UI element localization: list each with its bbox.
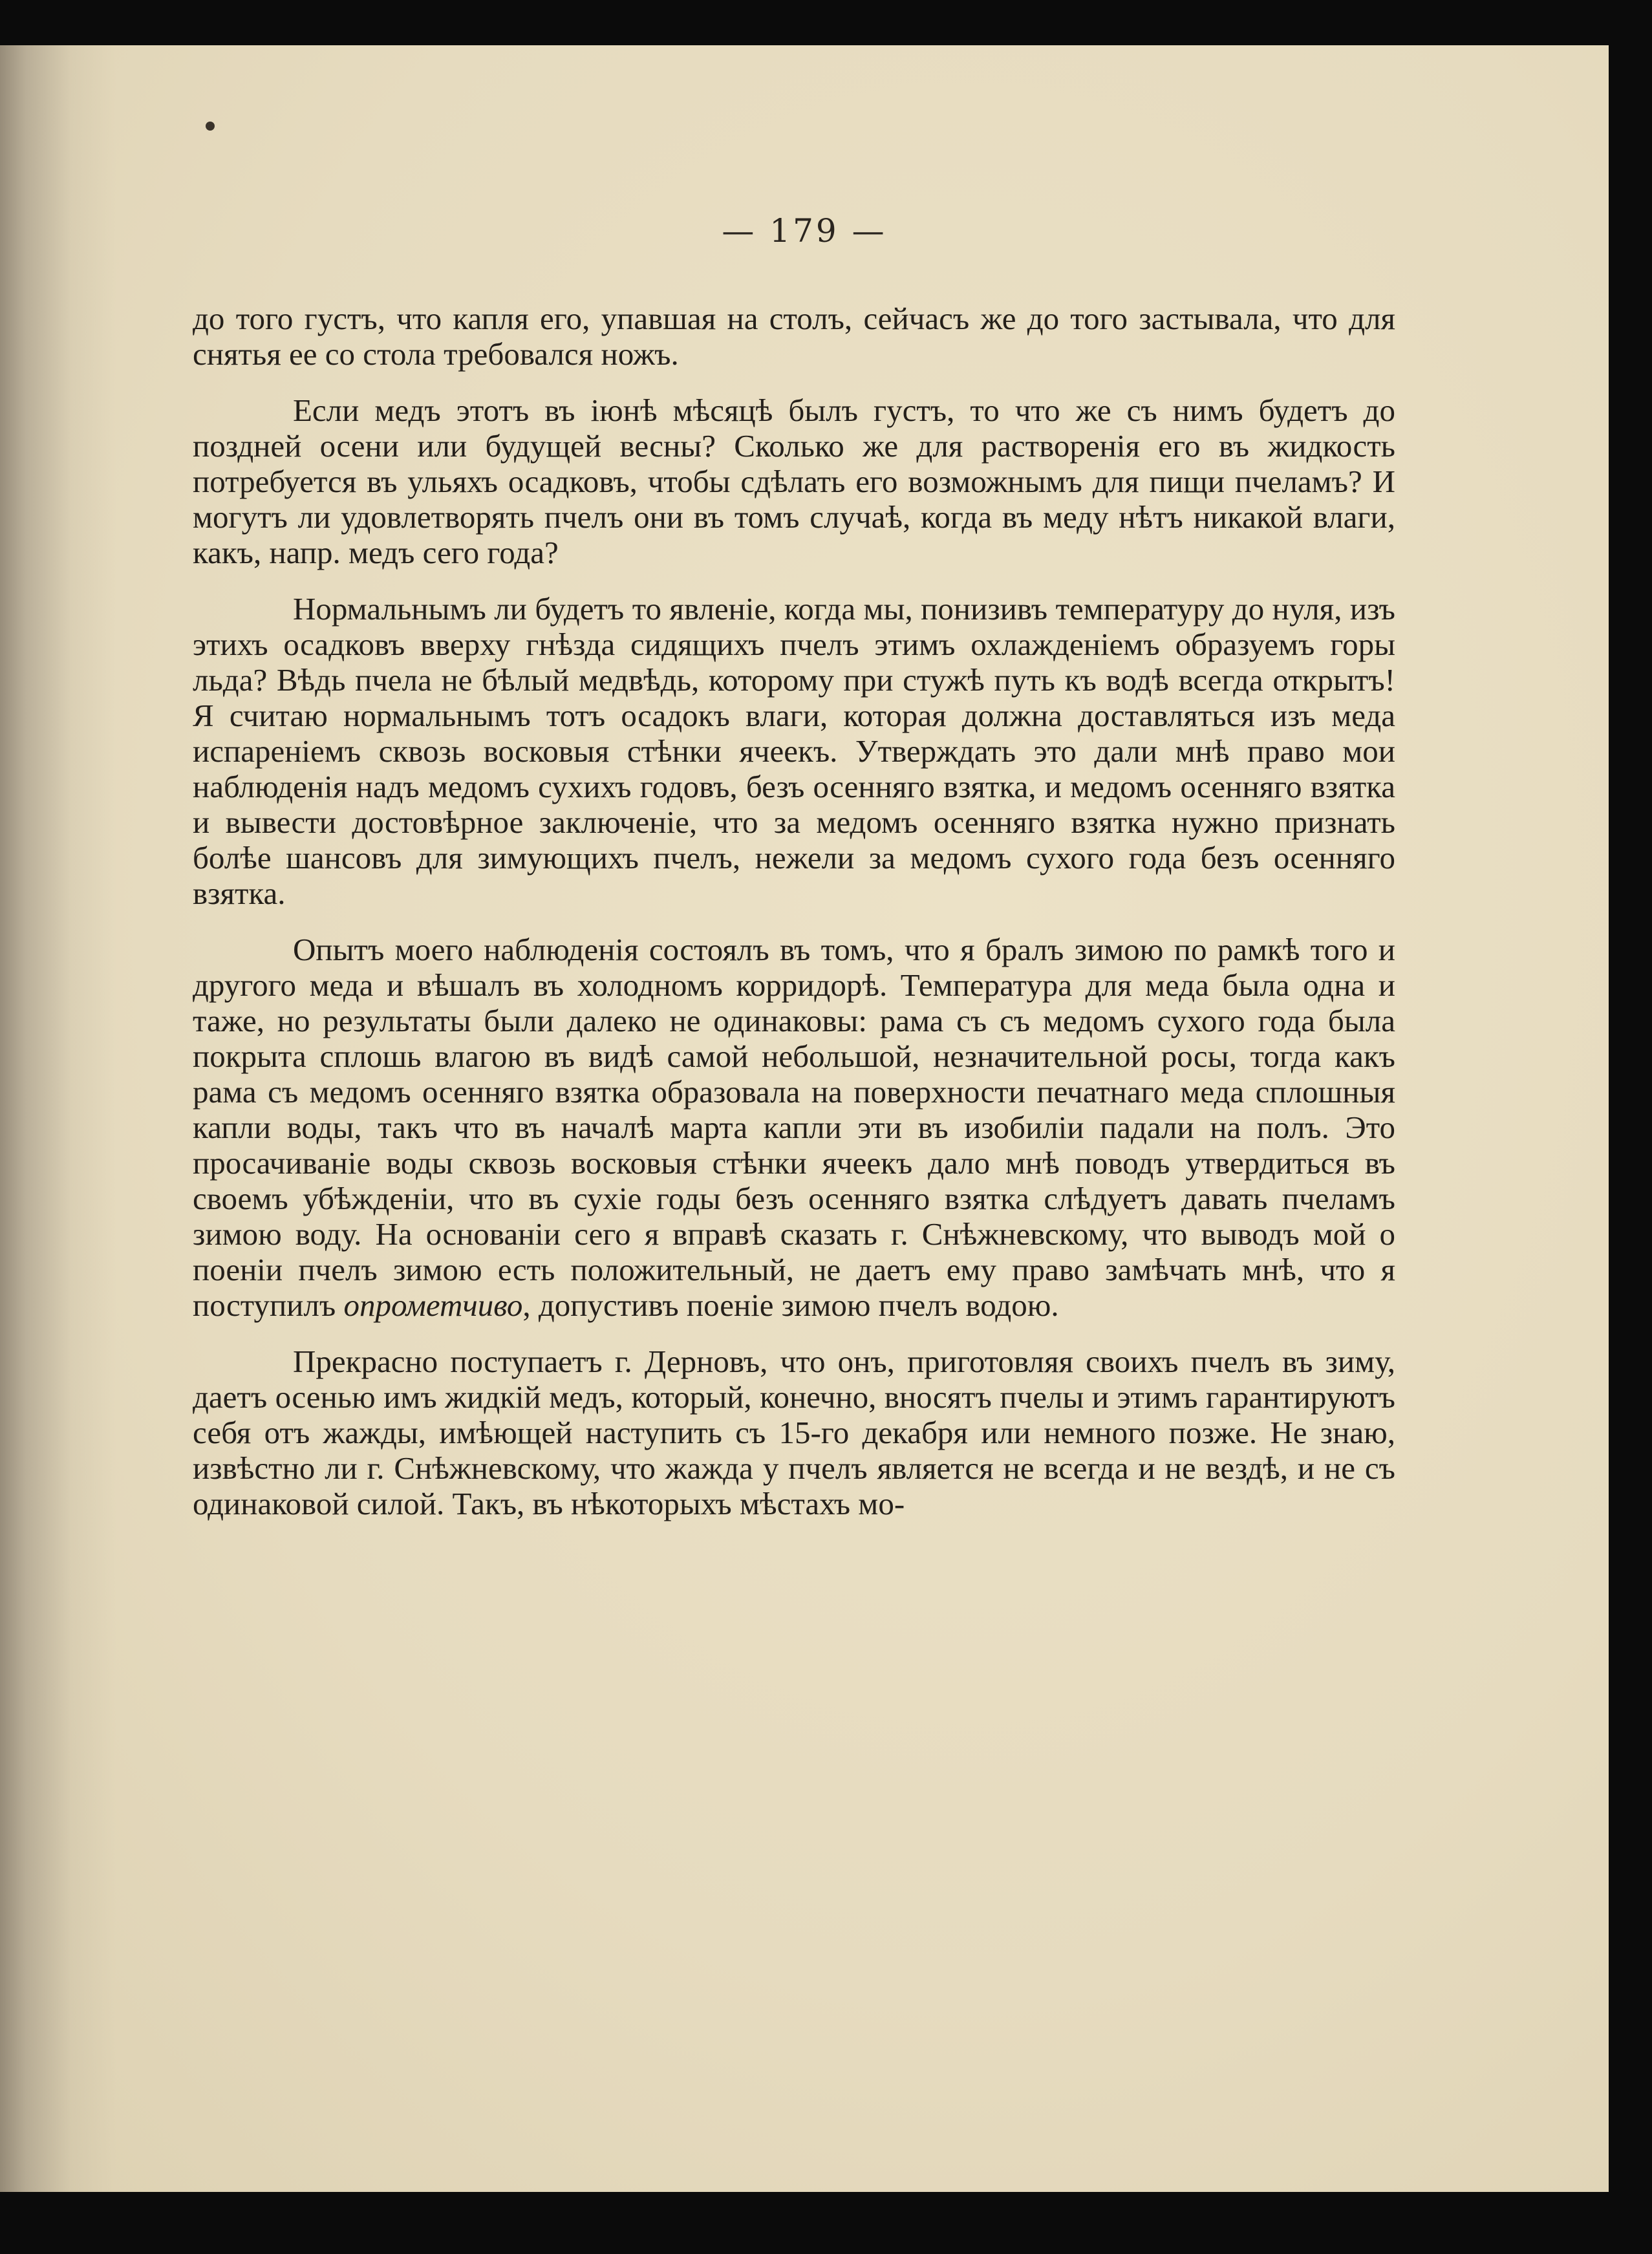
- paragraph: Нормальнымъ ли будетъ то явленіе, когда мы, понизивъ температуру до нуля, изъ этихъ осадковъ вверху гнѣзда сидящихъ пчелъ этимъ охлажденіемъ образуемъ горы льда? Вѣдь пчела не бѣлый медвѣдь, которому при стужѣ путь къ водѣ всегда открытъ! Я считаю нормальнымъ тотъ осадокъ влаги, которая должна доставляться изъ меда испареніемъ сквозь восковыя стѣнки ячеекъ. Утверждать это дали мнѣ право мои наблюденія надъ медомъ сухихъ годовъ, безъ осенняго взятка, и медомъ осенняго взятка и вывести достовѣрное заключеніе, что за медомъ осенняго взятка нужно признать болѣе шансовъ для зимующихъ пчелъ, нежели за медомъ сухого года безъ осенняго взятка.: [193, 591, 1395, 911]
- paragraph: Прекрасно поступаетъ г. Дерновъ, что онъ, приготовляя своихъ пчелъ въ зиму, даетъ осенью имъ жидкій медъ, который, конечно, вносятъ пчелы и этимъ гарантируютъ себя отъ жажды, имѣющей наступить съ 15-го декабря или немного позже. Не знаю, извѣстно ли г. Снѣжневскому, что жажда у пчелъ является не всегда и не вездѣ, и не съ одинаковой силой. Такъ, въ нѣкоторыхъ мѣстахъ мо-: [193, 1344, 1395, 1521]
- book-page: [0, 45, 1609, 2192]
- page-number: — 179 —: [722, 212, 887, 250]
- italic-word: опрометчиво: [343, 1287, 523, 1323]
- paragraph-tail: , допустивъ поеніе зимою пчелъ водою.: [522, 1287, 1059, 1323]
- paragraph-text: Опытъ моего наблюденія состоялъ въ томъ, что я бралъ зимою по рамкѣ того и другого меда и вѣшалъ въ холодномъ корридорѣ. Температура для меда была одна и таже, но результаты были далеко не одинаковы: рама съ съ медомъ сухого года была покрыта сплошь влагою въ видѣ самой небольшой, незначительной росы, тогда какъ рама съ медомъ осенняго взятка образовала на поверхности печатнаго меда сплошныя капли воды, такъ что въ началѣ марта капли эти въ изобиліи падали на полъ. Это просачиваніе воды сквозь восковыя стѣнки ячеекъ дало мнѣ поводъ утвердиться въ своемъ убѣжденіи, что въ сухіе годы безъ осенняго взятка слѣдуетъ давать пчеламъ зимою воду. На основаніи сего я вправѣ сказать г. Снѣжневскому, что выводъ мой о поеніи пчелъ зимою есть положительный, не даетъ ему право замѣчать мнѣ, что я поступилъ: [193, 932, 1395, 1323]
- paragraph: до того густъ, что капля его, упавшая на столъ, сейчасъ же до того застывала, что для снятья ее со стола требовался ножъ.: [193, 301, 1395, 372]
- paragraph: [193, 932, 1395, 1323]
- ink-speck: [206, 122, 215, 131]
- page-body: [193, 301, 1395, 1542]
- paragraph: Если медъ этотъ въ іюнѣ мѣсяцѣ былъ густъ, то что же съ нимъ будетъ до поздней осени или будущей весны? Сколько же для растворенія его въ жидкость потребуется въ ульяхъ осадковъ, чтобы сдѣлать его возможнымъ для пищи пчеламъ? И могутъ ли удовлетворять пчелъ они въ томъ случаѣ, когда въ меду нѣтъ никакой влаги, какъ, напр. медъ сего года?: [193, 392, 1395, 570]
